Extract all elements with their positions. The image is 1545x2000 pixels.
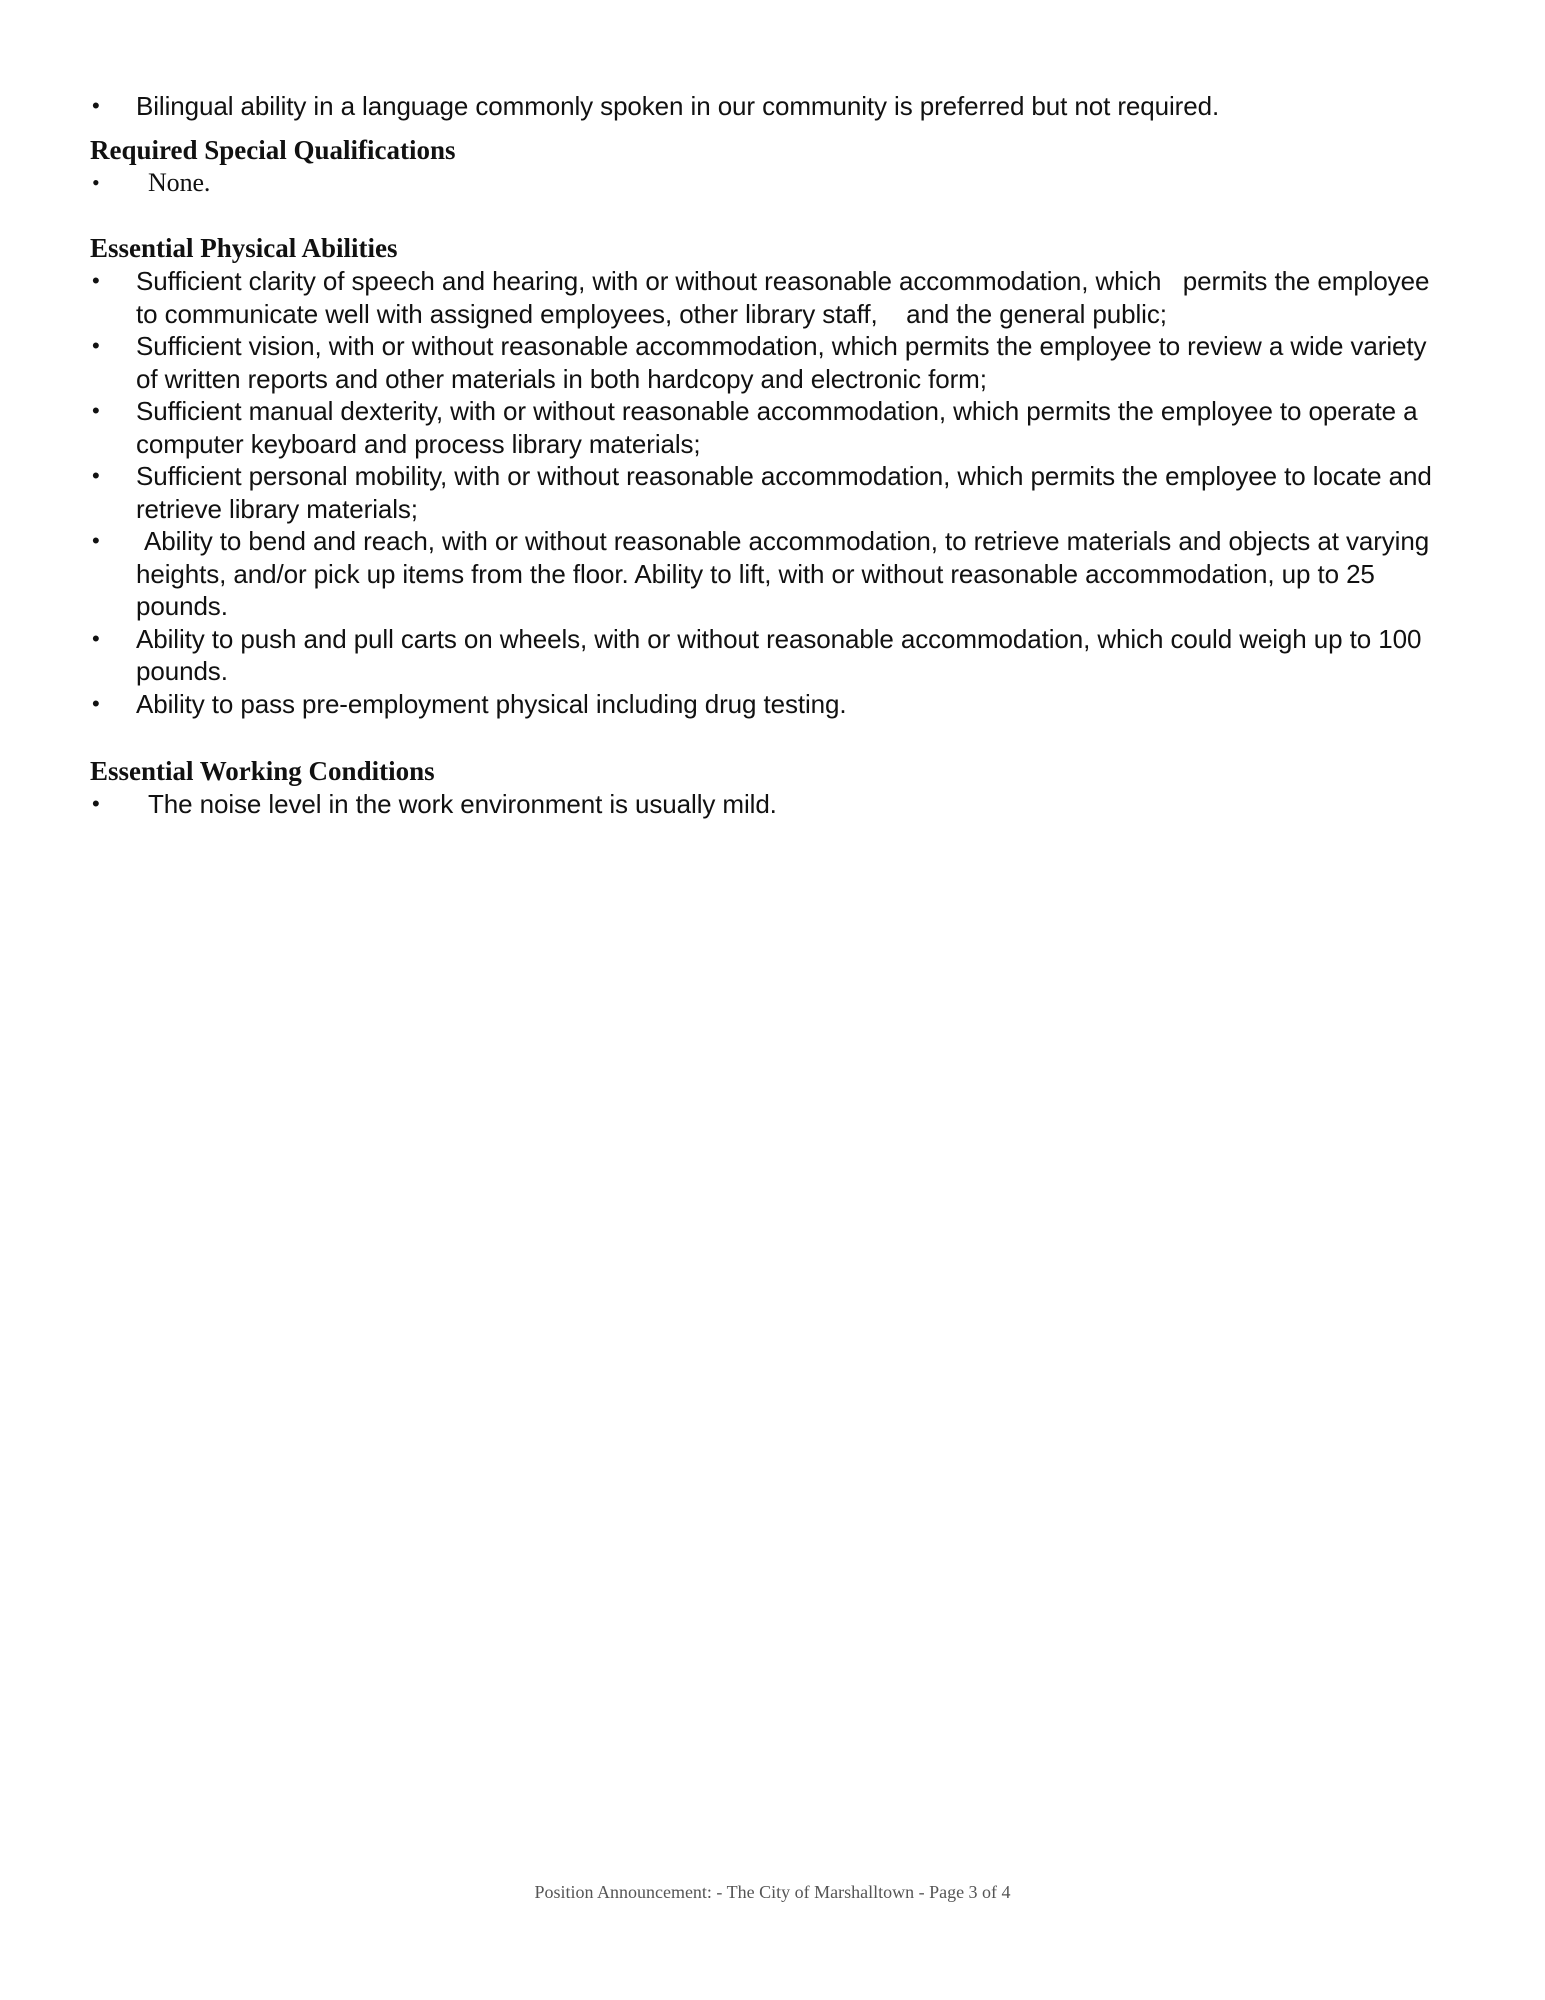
list-item-text: Ability to push and pull carts on wheels, with or without reasonable accommodation, which could weigh up to 100 pounds.	[136, 623, 1422, 686]
special-qualifications-list	[90, 167, 1450, 200]
list-item	[90, 167, 1450, 200]
list-item	[90, 265, 1450, 330]
bullet-icon: •	[92, 93, 100, 118]
list-item-text: Sufficient vision, with or without reasonable accommodation, which permits the employee to review a wide variety of written reports and other materials in both hardcopy and electronic form;	[136, 331, 1427, 394]
list-item	[90, 623, 1450, 688]
list-item-text: Ability to pass pre-employment physical including drug testing.	[136, 688, 847, 719]
bullet-icon: •	[92, 791, 100, 816]
section-heading-special-qualifications: Required Special Qualifications	[90, 134, 456, 165]
list-item-text: Sufficient manual dexterity, with or without reasonable accommodation, which permits the employee to operate a computer keyboard and process library materials;	[136, 396, 1418, 459]
bullet-icon: •	[92, 333, 100, 358]
list-item-text: None.	[148, 167, 211, 197]
page-footer: Position Announcement: - The City of Marshalltown - Page 3 of 4	[534, 1882, 1011, 1902]
list-item	[90, 688, 1450, 721]
bullet-icon: •	[92, 625, 100, 651]
physical-abilities-list	[90, 265, 1450, 720]
bullet-icon: •	[92, 690, 100, 716]
list-item-text: The noise level in the work environment is usually mild.	[148, 789, 777, 819]
list-item	[90, 525, 1450, 623]
list-item-text: Sufficient personal mobility, with or without reasonable accommodation, which permits the employee to locate and retrieve library materials;	[136, 461, 1432, 524]
list-item	[90, 90, 1450, 123]
working-conditions-list	[90, 788, 1450, 821]
list-item	[90, 330, 1450, 395]
list-item	[90, 788, 1450, 821]
list-item	[90, 460, 1450, 525]
section-heading-working-conditions: Essential Working Conditions	[90, 756, 435, 786]
list-item	[90, 395, 1450, 460]
bullet-icon: •	[92, 528, 100, 553]
intro-list	[90, 90, 1450, 123]
bullet-icon: •	[92, 398, 100, 423]
list-item-text: Bilingual ability in a language commonly spoken in our community is preferred but not required.	[136, 91, 1220, 121]
page-content	[90, 90, 1450, 821]
list-item-text: Sufficient clarity of speech and hearing, with or without reasonable accommodation, which permits the employee to communicate well with assigned employees, other library staff, and the general public;	[136, 266, 1437, 329]
section-heading-physical-abilities: Essential Physical Abilities	[90, 233, 398, 263]
list-item-text: Ability to bend and reach, with or without reasonable accommodation, to retrieve materials and objects at varying heights, and/or pick up items from the floor. Ability to lift, with or without reasonable accommodation, up to 25 pounds.	[136, 526, 1430, 621]
bullet-icon: •	[92, 463, 100, 488]
bullet-icon: •	[92, 169, 100, 195]
bullet-icon: •	[92, 268, 100, 293]
